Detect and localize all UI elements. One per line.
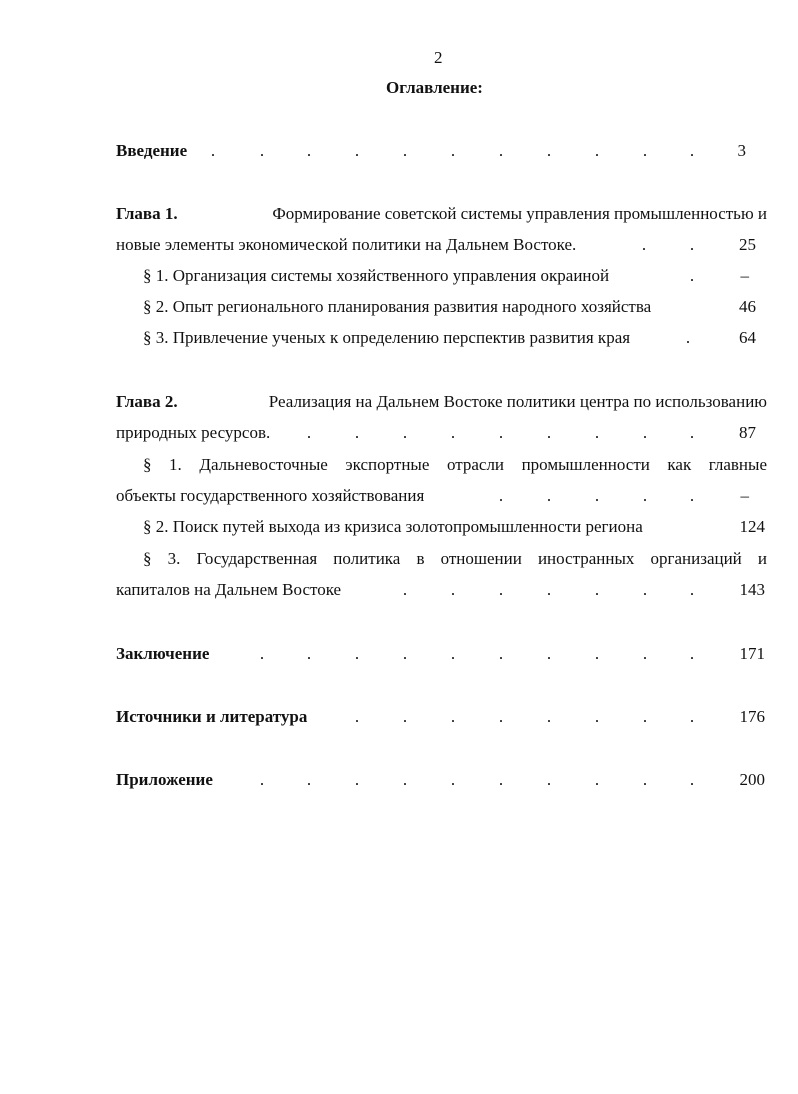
- leader-dot: .: [689, 486, 695, 505]
- leader-dot: .: [689, 580, 695, 599]
- leader-dot: .: [450, 707, 456, 726]
- leader-dot: .: [450, 141, 456, 160]
- leader-dot: .: [594, 423, 600, 442]
- toc-entry-page: 46: [739, 297, 756, 316]
- chapter-title-line: [116, 204, 767, 224]
- leader-dot: .: [594, 580, 600, 599]
- leader-dot: .: [306, 141, 312, 160]
- chapter-title-line: [116, 392, 767, 412]
- chapter-title-text: Реализация на Дальнем Востоке политики центра по использованию: [268, 392, 767, 411]
- toc-entry-label: Источники и литература: [116, 707, 308, 726]
- leader-dot: .: [450, 580, 456, 599]
- toc-entry-page: 3: [737, 141, 746, 160]
- toc-entry-page: –: [740, 486, 749, 505]
- section-title-line: § 3. Государственная политика в отношении иностранных организаций и: [143, 549, 767, 568]
- toc-entry-page: –: [740, 266, 749, 285]
- leader-dot: .: [642, 707, 648, 726]
- leader-dot: .: [642, 644, 648, 663]
- leader-dot: .: [594, 770, 600, 789]
- toc-title: Оглавление:: [386, 78, 483, 97]
- section-title: § 3. Привлечение ученых к определению перспектив развития края: [143, 328, 631, 347]
- leader-dot: .: [354, 141, 360, 160]
- leader-dot: .: [498, 486, 504, 505]
- leader-dot: .: [450, 423, 456, 442]
- chapter-title-line: новые элементы экономической политики на Дальнем Востоке.: [116, 235, 577, 254]
- leader-dot: .: [641, 235, 647, 254]
- leader-dot: .: [402, 580, 408, 599]
- leader-dot: .: [306, 644, 312, 663]
- toc-entry-page: 171: [739, 644, 765, 663]
- leader-dot: .: [689, 266, 695, 285]
- toc-entry-label: Приложение: [116, 770, 213, 789]
- page-number: 2: [434, 48, 443, 67]
- leader-dot: .: [306, 423, 312, 442]
- leader-dot: .: [642, 486, 648, 505]
- leader-dot: .: [259, 644, 265, 663]
- leader-dot: .: [498, 770, 504, 789]
- leader-dot: .: [402, 770, 408, 789]
- toc-entry-page: 143: [739, 580, 765, 599]
- toc-entry-page: 25: [739, 235, 756, 254]
- leader-dot: .: [685, 328, 691, 347]
- leader-dot: .: [594, 707, 600, 726]
- leader-dot: .: [642, 423, 648, 442]
- toc-entry-label: Введение: [116, 141, 188, 160]
- leader-dot: .: [546, 644, 552, 663]
- chapter-title-text: Формирование советской системы управления промышленностью и: [272, 204, 767, 223]
- toc-entry-page: 176: [739, 707, 765, 726]
- leader-dot: .: [354, 644, 360, 663]
- toc-entry-page: 200: [739, 770, 765, 789]
- leader-dot: .: [546, 707, 552, 726]
- leader-dot: .: [306, 770, 312, 789]
- leader-dot: .: [210, 141, 216, 160]
- leader-dot: .: [259, 770, 265, 789]
- leader-dot: .: [546, 486, 552, 505]
- leader-dot: .: [546, 580, 552, 599]
- leader-dot: .: [402, 707, 408, 726]
- leader-dot: .: [689, 235, 695, 254]
- toc-entry-page: 87: [739, 423, 756, 442]
- toc-entry-page: 124: [739, 517, 765, 536]
- leader-dot: .: [689, 141, 695, 160]
- leader-dot: .: [689, 770, 695, 789]
- leader-dot: .: [498, 580, 504, 599]
- leader-dot: .: [689, 423, 695, 442]
- leader-dot: .: [354, 770, 360, 789]
- leader-dot: .: [498, 423, 504, 442]
- leader-dot: .: [642, 770, 648, 789]
- leader-dot: .: [594, 141, 600, 160]
- leader-dot: .: [546, 770, 552, 789]
- section-title-line: капиталов на Дальнем Востоке: [116, 580, 342, 599]
- section-title-line: § 1. Дальневосточные экспортные отрасли промышленности как главные: [143, 455, 767, 474]
- leader-dot: .: [689, 644, 695, 663]
- section-title-line: объекты государственного хозяйствования: [116, 486, 425, 505]
- leader-dot: .: [642, 580, 648, 599]
- leader-dot: .: [594, 486, 600, 505]
- leader-dot: .: [689, 707, 695, 726]
- leader-dot: .: [354, 707, 360, 726]
- chapter-prefix: Глава 2.: [116, 392, 178, 411]
- leader-dot: .: [450, 770, 456, 789]
- leader-dot: .: [546, 423, 552, 442]
- leader-dot: .: [402, 423, 408, 442]
- leader-dot: .: [402, 644, 408, 663]
- section-title: § 2. Опыт регионального планирования развития народного хозяйства: [143, 297, 652, 316]
- chapter-prefix: Глава 1.: [116, 204, 178, 223]
- section-title: § 1. Организация системы хозяйственного управления окраиной: [143, 266, 610, 285]
- leader-dot: .: [450, 644, 456, 663]
- leader-dot: .: [259, 141, 265, 160]
- leader-dot: .: [642, 141, 648, 160]
- leader-dot: .: [354, 423, 360, 442]
- leader-dot: .: [546, 141, 552, 160]
- leader-dot: .: [498, 141, 504, 160]
- toc-entry-label: Заключение: [116, 644, 210, 663]
- leader-dot: .: [498, 644, 504, 663]
- toc-entry-page: 64: [739, 328, 756, 347]
- leader-dot: .: [594, 644, 600, 663]
- leader-dot: .: [498, 707, 504, 726]
- section-title: § 2. Поиск путей выхода из кризиса золотопромышленности региона: [143, 517, 643, 536]
- leader-dot: .: [402, 141, 408, 160]
- chapter-title-line: природных ресурсов.: [116, 423, 271, 442]
